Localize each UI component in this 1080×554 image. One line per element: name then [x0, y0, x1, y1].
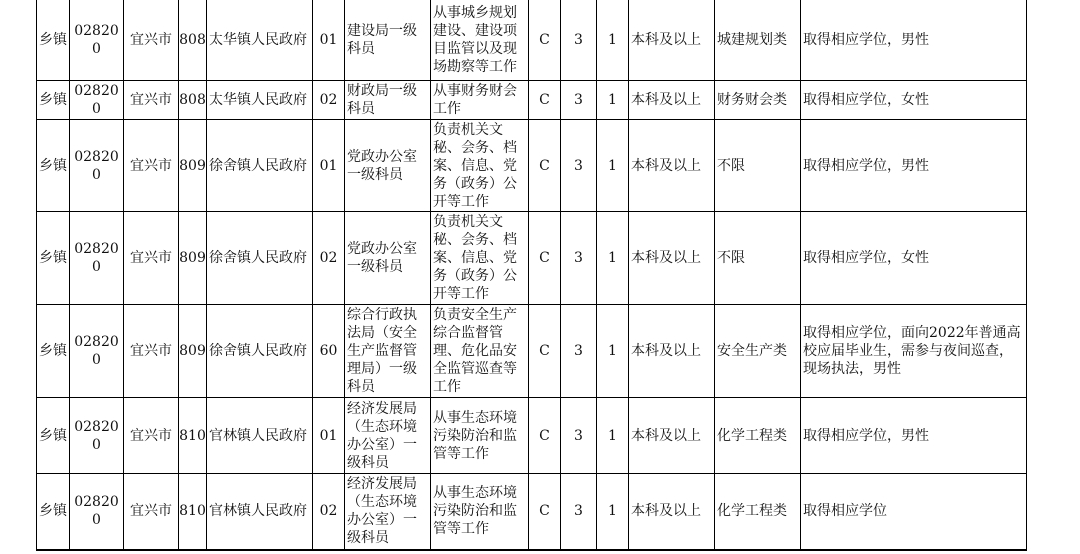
unit-code-cell: 809	[179, 305, 207, 398]
position-code-cell: 02	[313, 474, 345, 550]
count-cell: 1	[597, 474, 629, 550]
city-cell: 宜兴市	[124, 81, 179, 120]
recruitment-table	[36, 0, 1027, 551]
category-cell: C	[529, 120, 561, 212]
unit-name-cell: 太华镇人民政府	[207, 0, 313, 81]
position-name-cell: 经济发展局（生态环境办公室）一级科员	[345, 398, 431, 474]
unit-code-cell: 808	[179, 0, 207, 81]
education-cell: 本科及以上	[629, 305, 715, 398]
count-cell: 1	[597, 81, 629, 120]
city-cell: 宜兴市	[124, 305, 179, 398]
code-cell: 028200	[70, 212, 124, 305]
count-cell: 1	[597, 398, 629, 474]
duties-cell: 负责机关文秘、会务、档案、信息、党务（政务）公开等工作	[431, 212, 529, 305]
org-type-cell: 乡镇	[37, 0, 70, 81]
city-cell: 宜兴市	[124, 120, 179, 212]
duties-cell: 从事生态环境污染防治和监管等工作	[431, 474, 529, 550]
table-row	[37, 0, 1027, 81]
position-name-cell: 经济发展局（生态环境办公室）一级科员	[345, 474, 431, 550]
unit-code-cell: 809	[179, 212, 207, 305]
major-cell: 不限	[715, 120, 801, 212]
major-cell: 城建规划类	[715, 0, 801, 81]
city-cell: 宜兴市	[124, 398, 179, 474]
position-code-cell: 02	[313, 212, 345, 305]
ratio-cell: 3	[561, 212, 597, 305]
duties-cell: 负责安全生产综合监督管理、危化品安全监管巡查等工作	[431, 305, 529, 398]
other-requirements-cell: 取得相应学位，面向2022年普通高校应届毕业生，需参与夜间巡查，现场执法，男性	[801, 305, 1027, 398]
major-cell: 安全生产类	[715, 305, 801, 398]
org-type-cell: 乡镇	[37, 120, 70, 212]
ratio-cell: 3	[561, 0, 597, 81]
org-type-cell: 乡镇	[37, 212, 70, 305]
education-cell: 本科及以上	[629, 474, 715, 550]
unit-name-cell: 官林镇人民政府	[207, 474, 313, 550]
unit-name-cell: 太华镇人民政府	[207, 81, 313, 120]
unit-name-cell: 徐舍镇人民政府	[207, 305, 313, 398]
position-name-cell: 财政局一级科员	[345, 81, 431, 120]
education-cell: 本科及以上	[629, 120, 715, 212]
org-type-cell: 乡镇	[37, 305, 70, 398]
position-code-cell: 01	[313, 398, 345, 474]
unit-code-cell: 808	[179, 81, 207, 120]
code-cell: 028200	[70, 81, 124, 120]
count-cell: 1	[597, 0, 629, 81]
count-cell: 1	[597, 212, 629, 305]
unit-code-cell: 810	[179, 398, 207, 474]
city-cell: 宜兴市	[124, 212, 179, 305]
education-cell: 本科及以上	[629, 81, 715, 120]
major-cell: 财务财会类	[715, 81, 801, 120]
city-cell: 宜兴市	[124, 474, 179, 550]
position-code-cell: 01	[313, 0, 345, 81]
other-requirements-cell: 取得相应学位，男性	[801, 398, 1027, 474]
position-code-cell: 60	[313, 305, 345, 398]
position-name-cell: 综合行政执法局（安全生产监督管理局）一级科员	[345, 305, 431, 398]
org-type-cell: 乡镇	[37, 474, 70, 550]
code-cell: 028200	[70, 120, 124, 212]
education-cell: 本科及以上	[629, 212, 715, 305]
count-cell: 1	[597, 305, 629, 398]
city-cell: 宜兴市	[124, 0, 179, 81]
major-cell: 不限	[715, 212, 801, 305]
table-row	[37, 212, 1027, 305]
other-requirements-cell: 取得相应学位，女性	[801, 212, 1027, 305]
category-cell: C	[529, 474, 561, 550]
org-type-cell: 乡镇	[37, 398, 70, 474]
other-requirements-cell: 取得相应学位，男性	[801, 0, 1027, 81]
education-cell: 本科及以上	[629, 398, 715, 474]
table-row	[37, 120, 1027, 212]
position-code-cell: 02	[313, 81, 345, 120]
table-row	[37, 398, 1027, 474]
duties-cell: 负责机关文秘、会务、档案、信息、党务（政务）公开等工作	[431, 120, 529, 212]
ratio-cell: 3	[561, 81, 597, 120]
count-cell: 1	[597, 120, 629, 212]
unit-name-cell: 徐舍镇人民政府	[207, 120, 313, 212]
ratio-cell: 3	[561, 305, 597, 398]
unit-name-cell: 徐舍镇人民政府	[207, 212, 313, 305]
code-cell: 028200	[70, 474, 124, 550]
category-cell: C	[529, 212, 561, 305]
ratio-cell: 3	[561, 398, 597, 474]
position-code-cell: 01	[313, 120, 345, 212]
position-name-cell: 建设局一级科员	[345, 0, 431, 81]
duties-cell: 从事城乡规划建设、建设项目监管以及现场勘察等工作	[431, 0, 529, 81]
code-cell: 028200	[70, 0, 124, 81]
other-requirements-cell: 取得相应学位，男性	[801, 120, 1027, 212]
category-cell: C	[529, 0, 561, 81]
code-cell: 028200	[70, 305, 124, 398]
education-cell: 本科及以上	[629, 0, 715, 81]
unit-code-cell: 809	[179, 120, 207, 212]
org-type-cell: 乡镇	[37, 81, 70, 120]
duties-cell: 从事财务财会工作	[431, 81, 529, 120]
category-cell: C	[529, 81, 561, 120]
major-cell: 化学工程类	[715, 398, 801, 474]
position-name-cell: 党政办公室一级科员	[345, 120, 431, 212]
category-cell: C	[529, 398, 561, 474]
category-cell: C	[529, 305, 561, 398]
major-cell: 化学工程类	[715, 474, 801, 550]
other-requirements-cell: 取得相应学位	[801, 474, 1027, 550]
table-row	[37, 305, 1027, 398]
code-cell: 028200	[70, 398, 124, 474]
position-name-cell: 党政办公室一级科员	[345, 212, 431, 305]
duties-cell: 从事生态环境污染防治和监管等工作	[431, 398, 529, 474]
ratio-cell: 3	[561, 120, 597, 212]
ratio-cell: 3	[561, 474, 597, 550]
table-row	[37, 474, 1027, 550]
unit-name-cell: 官林镇人民政府	[207, 398, 313, 474]
other-requirements-cell: 取得相应学位，女性	[801, 81, 1027, 120]
table-row	[37, 81, 1027, 120]
unit-code-cell: 810	[179, 474, 207, 550]
